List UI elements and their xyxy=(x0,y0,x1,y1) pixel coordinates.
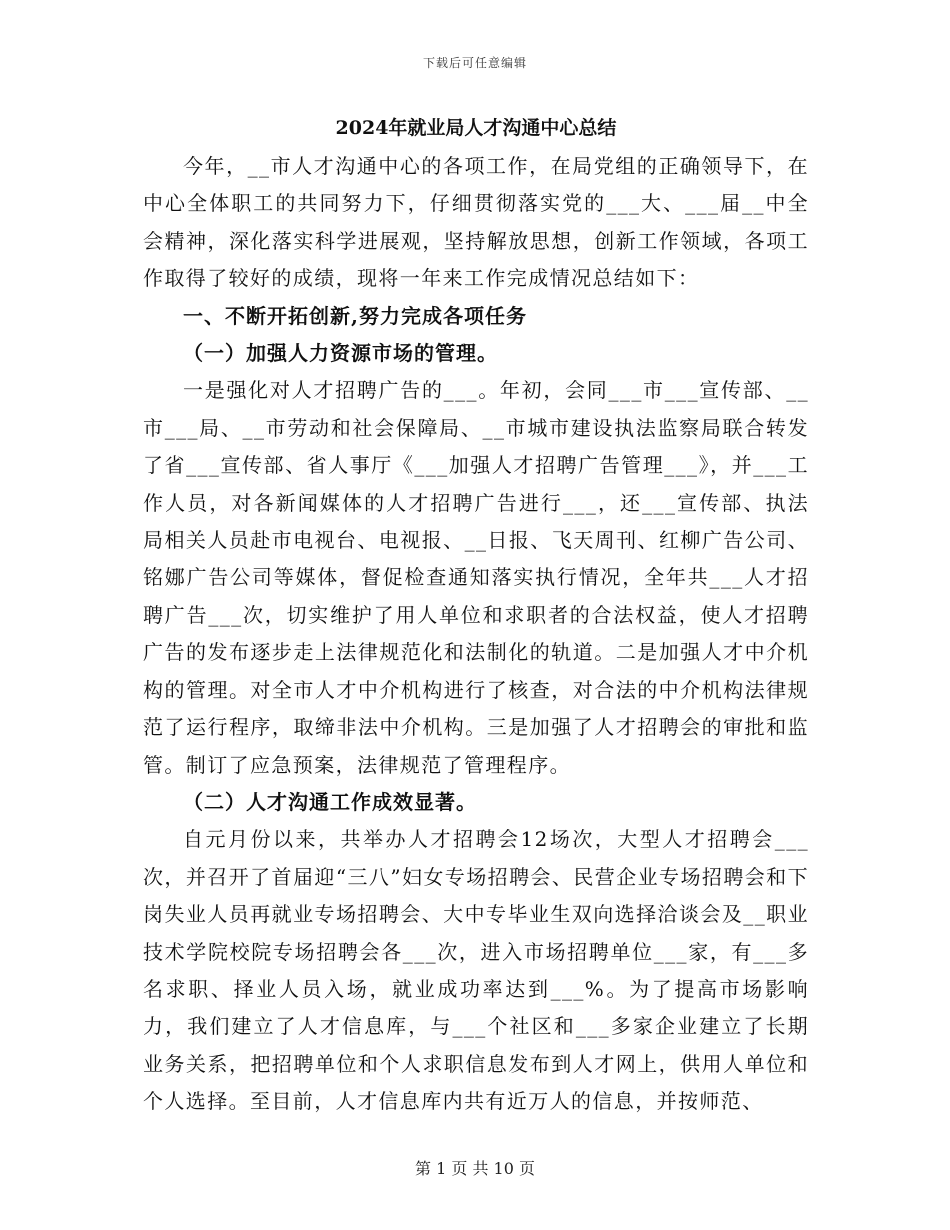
intro-paragraph: 今年，__市人才沟通中心的各项工作，在局党组的正确领导下，在中心全体职工的共同努力下，仔细贯彻落实党的___大、___届__中全会精神，深化落实科学进展观，坚持解放思想，创新工作领域，各项工作取得了较好的成绩，现将一年来工作完成情况总结如下： xyxy=(143,154,809,291)
subsection-heading-2: （二）人才沟通工作成效显著。 xyxy=(183,789,477,814)
document-title: 2024年就业局人才沟通中心总结 xyxy=(335,117,617,139)
subsection-2-paragraph: 自元月份以来，共举办人才招聘会12场次，大型人才招聘会___次，并召开了首届迎“三八”妇女专场招聘会、民营企业专场招聘会和下岗失业人员再就业专场招聘会、大中专毕业生双向选择洽谈会及__职业技术学院校院专场招聘会各___次，进入市场招聘单位___家，有___多名求职、择业人员入场，就业成功率达到___%。为了提高市场影响力，我们建立了人才信息库，与___个社区和___多家企业建立了长期业务关系，把招聘单位和个人求职信息发布到人才网上，供用人单位和个人选择。至目前，人才信息库内共有近万人的信息，并按师范、 xyxy=(143,827,809,1114)
section-heading: 一、不断开拓创新,努力完成各项任务 xyxy=(183,303,527,328)
subsection-heading-1: （一）加强人力资源市场的管理。 xyxy=(183,341,498,366)
page-header-note: 下载后可任意编辑 xyxy=(422,56,527,70)
subsection-1-paragraph: 一是强化对人才招聘广告的___。年初，会同___市___宣传部、__市___局、__市劳动和社会保障局、__市城市建设执法监察局联合转发了省___宣传部、省人事厅《___加强人才招聘广告管理___》，并___工作人员，对各新闻媒体的人才招聘广告进行___，还___宣传部、执法局相关人员赴市电视台、电视报、__日报、飞天周刊、红柳广告公司、铭娜广告公司等媒体，督促检查通知落实执行情况，全年共___人才招聘广告___次，切实维护了用人单位和求职者的合法权益，使人才招聘广告的发布逐步走上法律规范化和法制化的轨道。二是加强人才中介机构的管理。对全市人才中介机构进行了核查，对合法的中介机构法律规范了运行程序，取缔非法中介机构。三是加强了人才招聘会的审批和监管。制订了应急预案，法律规范了管理程序。 xyxy=(143,378,809,777)
page-number: 第 1 页 共 10 页 xyxy=(415,1159,535,1178)
document-body xyxy=(143,110,809,1121)
